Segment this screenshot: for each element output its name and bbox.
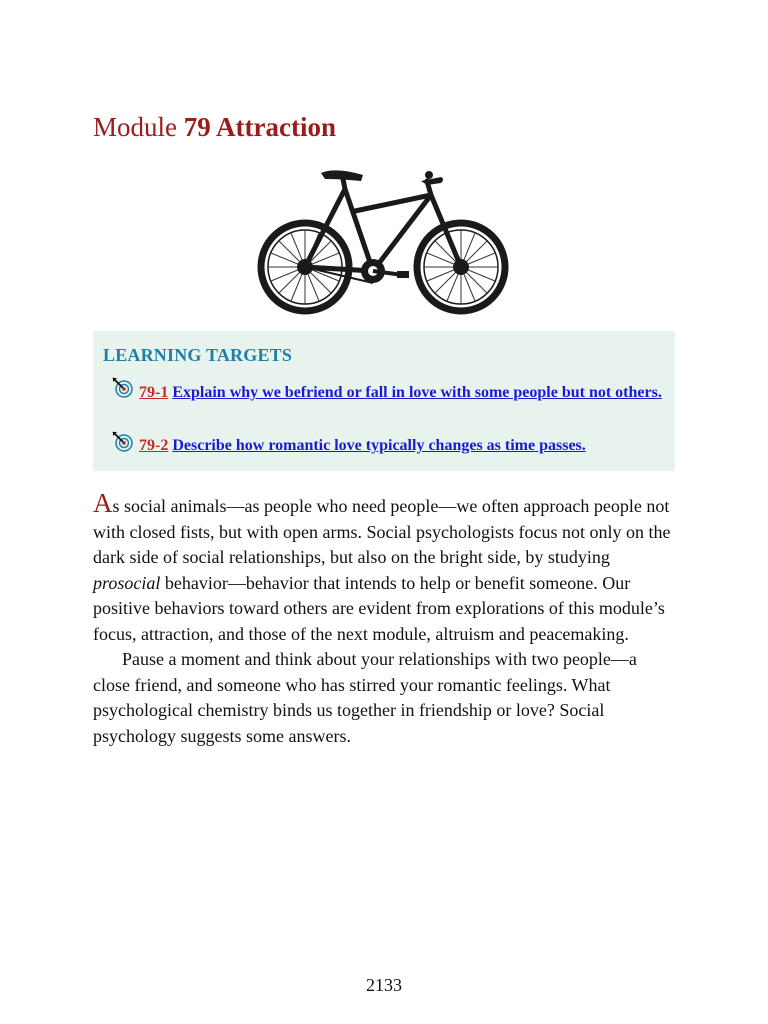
target-arrow-icon: [112, 430, 134, 452]
bike-handlebar: [421, 177, 443, 185]
learning-target-2[interactable]: [139, 433, 664, 458]
learning-target-code: 79-1: [139, 384, 169, 401]
bicycle-illustration: [255, 165, 513, 315]
learning-target-code: 79-2: [139, 437, 169, 454]
paragraph-1-text-b: behavior—behavior that intends to help or benefit someone. Our positive behaviors toward others are evident from explorations of this module’s focus, attraction, and those of the next module, altruism and peacemaking.: [93, 572, 665, 644]
module-number-title: 79 Attraction: [183, 112, 336, 142]
module-prefix: Module: [93, 112, 177, 142]
learning-target-link[interactable]: Describe how romantic love typically changes as time passes.: [172, 437, 586, 454]
target-arrow-icon: [112, 376, 134, 398]
body-text: [93, 488, 677, 749]
learning-targets-box: [93, 331, 675, 471]
bike-seat: [321, 170, 363, 181]
learning-target-1[interactable]: [139, 380, 664, 405]
paragraph-1: [93, 488, 677, 647]
page-number: 2133: [366, 975, 402, 995]
drop-cap: A: [93, 488, 113, 518]
learning-target-link[interactable]: Explain why we befriend or fall in love with some people but not others.: [172, 384, 662, 401]
module-title: [93, 112, 336, 143]
paragraph-1-text-a: s social animals—as people who need people—we often approach people not with closed fists, but with open arms. Social psychologists focus not only on the dark side of social relationships, but also on the bright side, by studying: [93, 496, 671, 567]
paragraph-2: Pause a moment and think about your relationships with two people—a close friend, and someone who has stirred your romantic feelings. What psychological chemistry binds us together in friendship or love? Social psychology suggests some answers.: [93, 649, 637, 746]
italic-term: prosocial: [93, 572, 161, 593]
learning-targets-heading: LEARNING TARGETS: [103, 345, 293, 365]
